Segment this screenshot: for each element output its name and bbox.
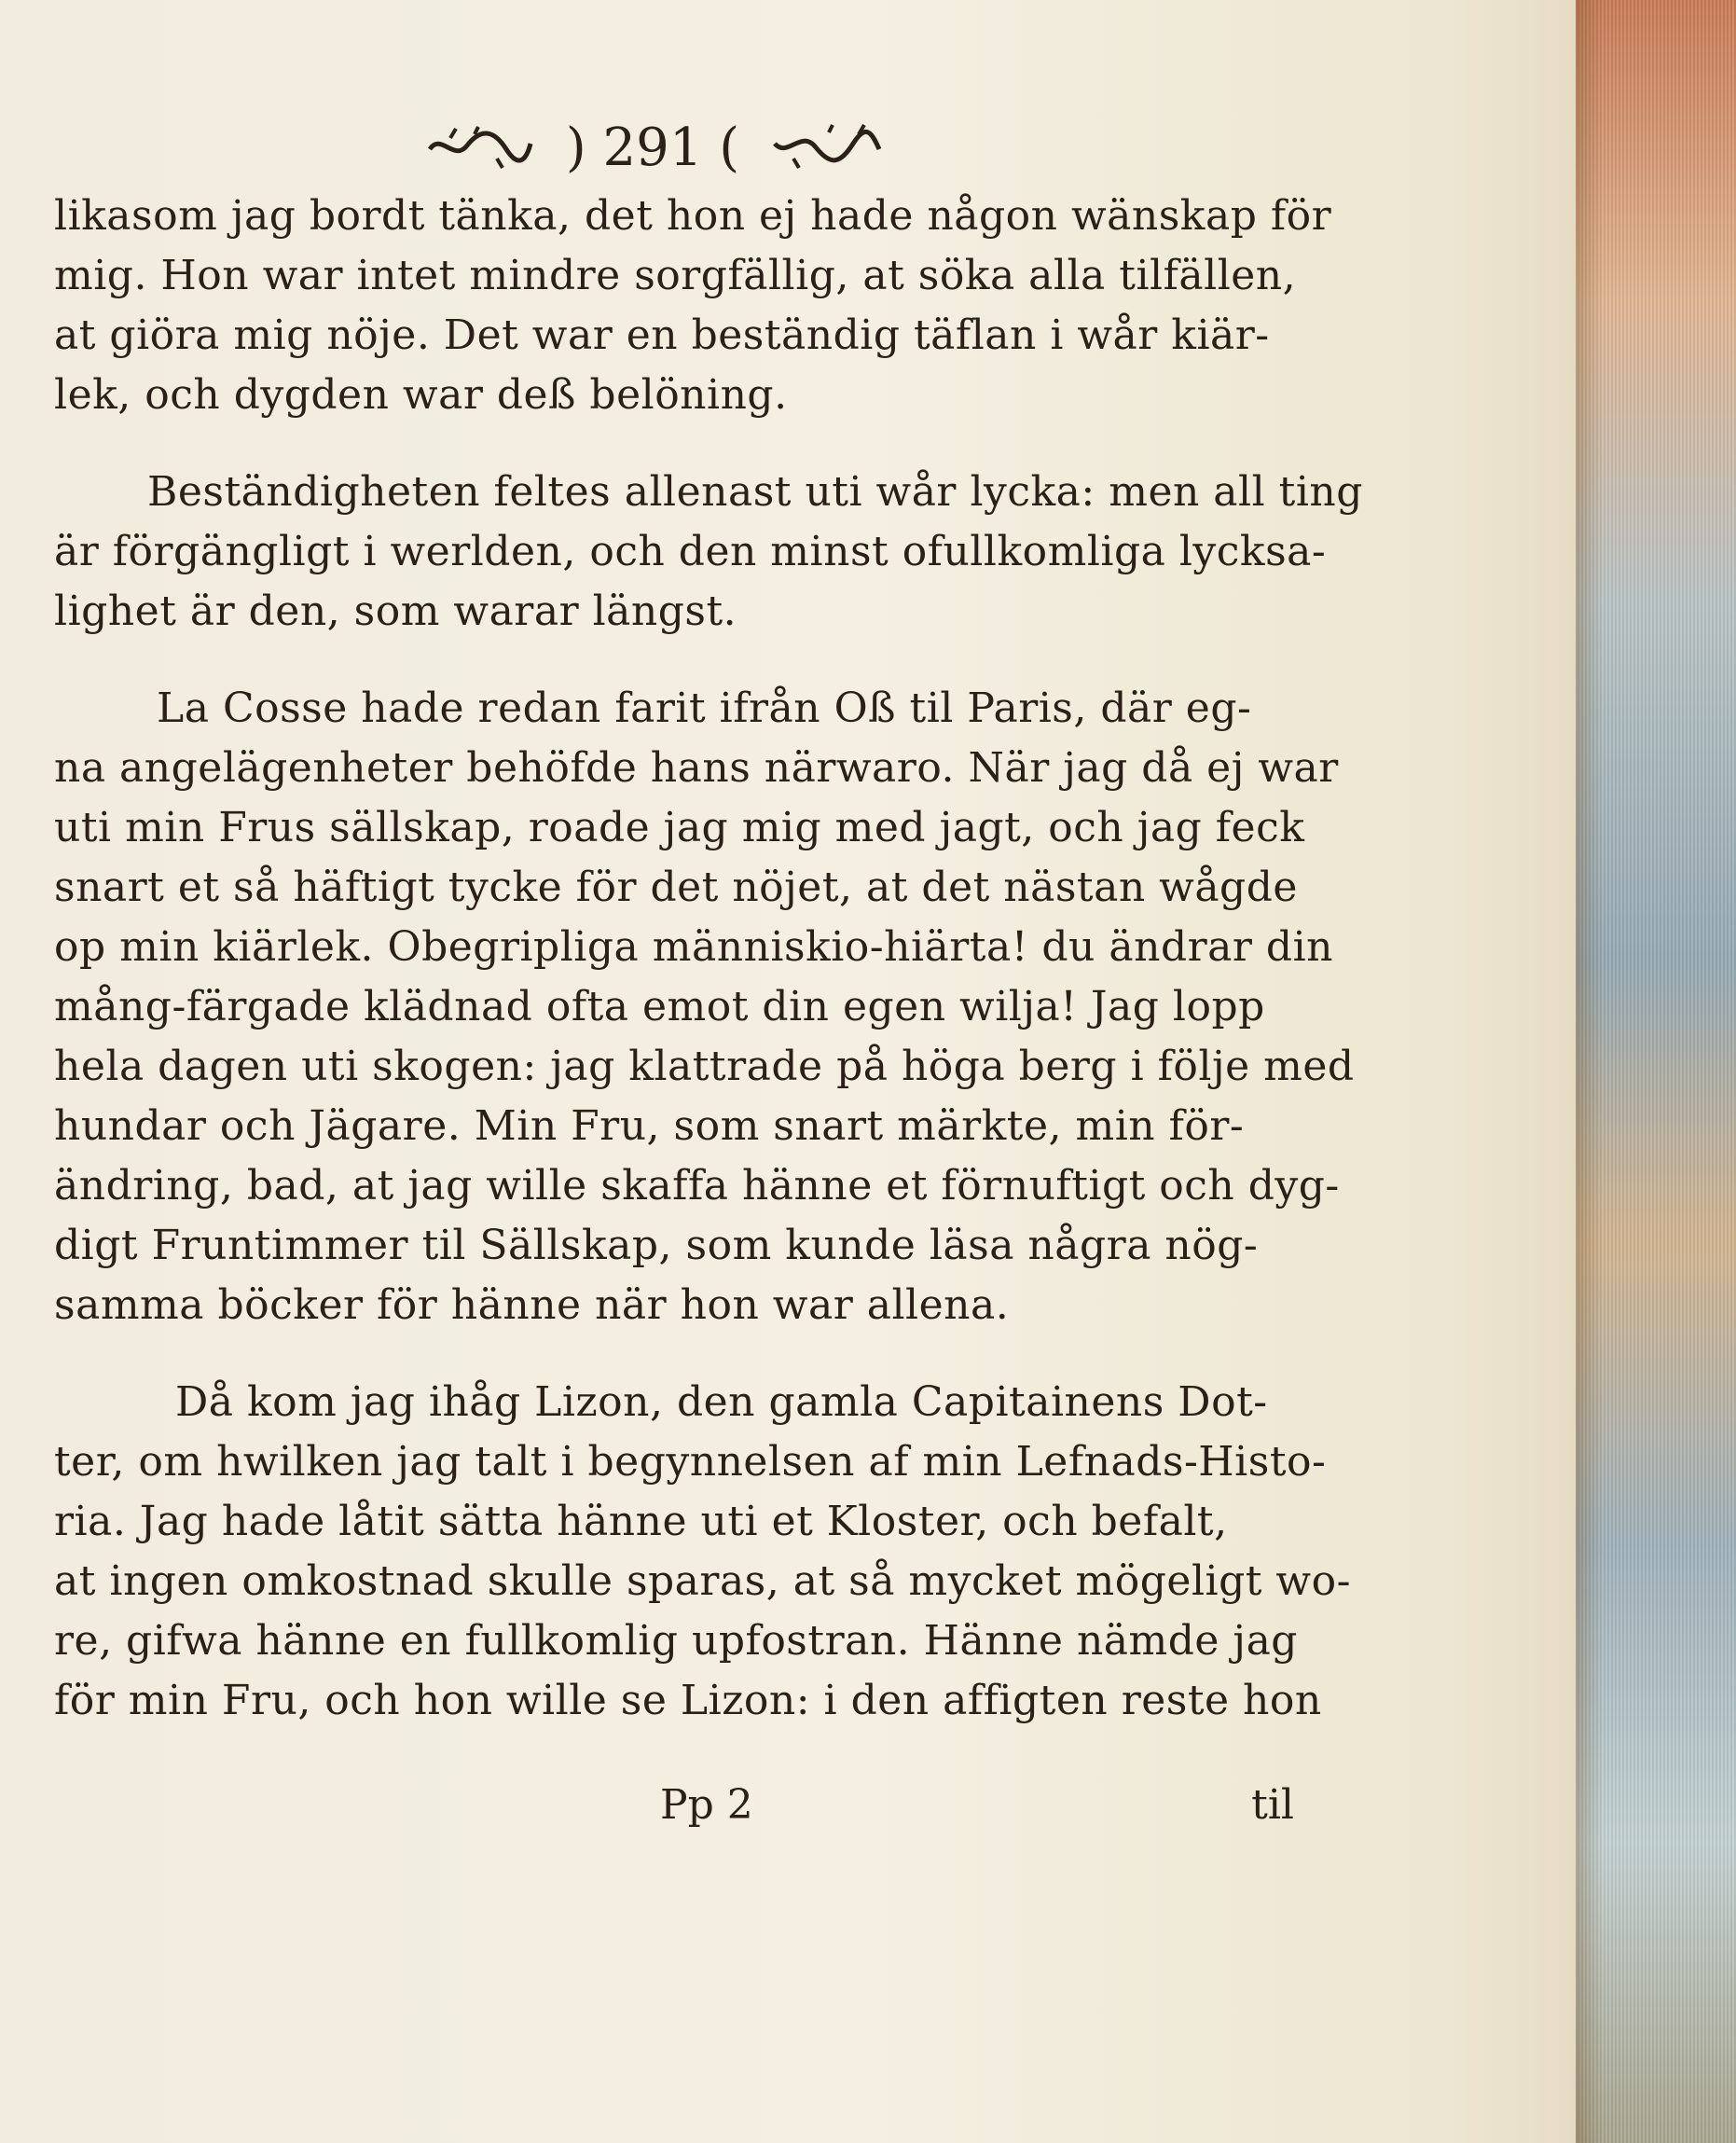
text-line: likasom jag bordt tänka, det hon ej hade någon wänskap för <box>54 192 1332 240</box>
text-line: ter, om hwilken jag talt i begynnelsen af min Lefnads-Histo- <box>54 1438 1327 1486</box>
text-line: Då kom jag ihåg Lizon, den gamla Capitainens Dot- <box>175 1378 1268 1426</box>
paragraph <box>54 679 1355 1335</box>
text-line: är förgängligt i werlden, och den minst ofullkomliga lycksa- <box>54 528 1327 575</box>
right-ornament-icon <box>771 121 883 173</box>
paragraph <box>54 1373 1351 1731</box>
text-line: ria. Jag hade låtit sätta hänne uti et Kloster, och befalt, <box>54 1498 1228 1545</box>
text-line: för min Fru, och hon wille se Lizon: i den affigten reste hon <box>54 1677 1322 1724</box>
paragraph <box>54 463 1363 642</box>
left-ornament-icon <box>422 121 534 173</box>
text-line: samma böcker för hänne när hon war allena. <box>54 1281 1010 1329</box>
text-line: La Cosse hade redan farit ifrån Oß til Paris, där eg- <box>157 684 1252 732</box>
text-line: at ingen omkostnad skulle sparas, at så mycket mögeligt wo- <box>54 1557 1351 1605</box>
paragraph <box>54 187 1332 425</box>
text-line: lek, och dygden war deß belöning. <box>54 371 788 419</box>
page-footer <box>54 1781 1294 1841</box>
running-header <box>373 110 932 185</box>
text-line: hundar och Jägare. Min Fru, som snart märkte, min för- <box>54 1102 1245 1150</box>
page-edge-shadow <box>1576 0 1604 2143</box>
text-line: Beständigheten feltes allenast uti wår lycka: men all ting <box>147 468 1363 516</box>
text-line: re, gifwa hänne en fullkomlig upfostran. Hänne nämde jag <box>54 1617 1298 1665</box>
text-line: mång-färgade klädnad ofta emot din egen wilja! Jag lopp <box>54 983 1265 1030</box>
text-line: digt Fruntimmer til Sällskap, som kunde läsa några nög- <box>54 1222 1259 1269</box>
text-line: mig. Hon war intet mindre sorgfällig, at söka alla tilfällen, <box>54 252 1297 299</box>
text-line: snart et så häftigt tycke för det nöjet, at det nästan wågde <box>54 864 1298 911</box>
text-line: ändring, bad, at jag wille skaffa hänne et förnuftigt och dyg- <box>54 1162 1340 1210</box>
text-line: at giöra mig nöje. Det war en beständig täflan i wår kiär- <box>54 311 1270 359</box>
page-number: ) 291 ( <box>565 117 740 178</box>
text-line: hela dagen uti skogen: jag klattrade på höga berg i följe med <box>54 1043 1355 1090</box>
signature-mark: Pp 2 <box>660 1781 753 1829</box>
text-line: uti min Frus sällskap, roade jag mig med jagt, och jag feck <box>54 804 1305 851</box>
text-line: na angelägenheter behöfde hans närwaro. När jag då ej war <box>54 744 1339 792</box>
body-text <box>54 187 1363 1731</box>
catchword: til <box>1251 1781 1294 1829</box>
text-line: lighet är den, som warar längst. <box>54 588 737 635</box>
text-line: op min kiärlek. Obegripliga människio-hiärta! du ändrar din <box>54 923 1333 971</box>
